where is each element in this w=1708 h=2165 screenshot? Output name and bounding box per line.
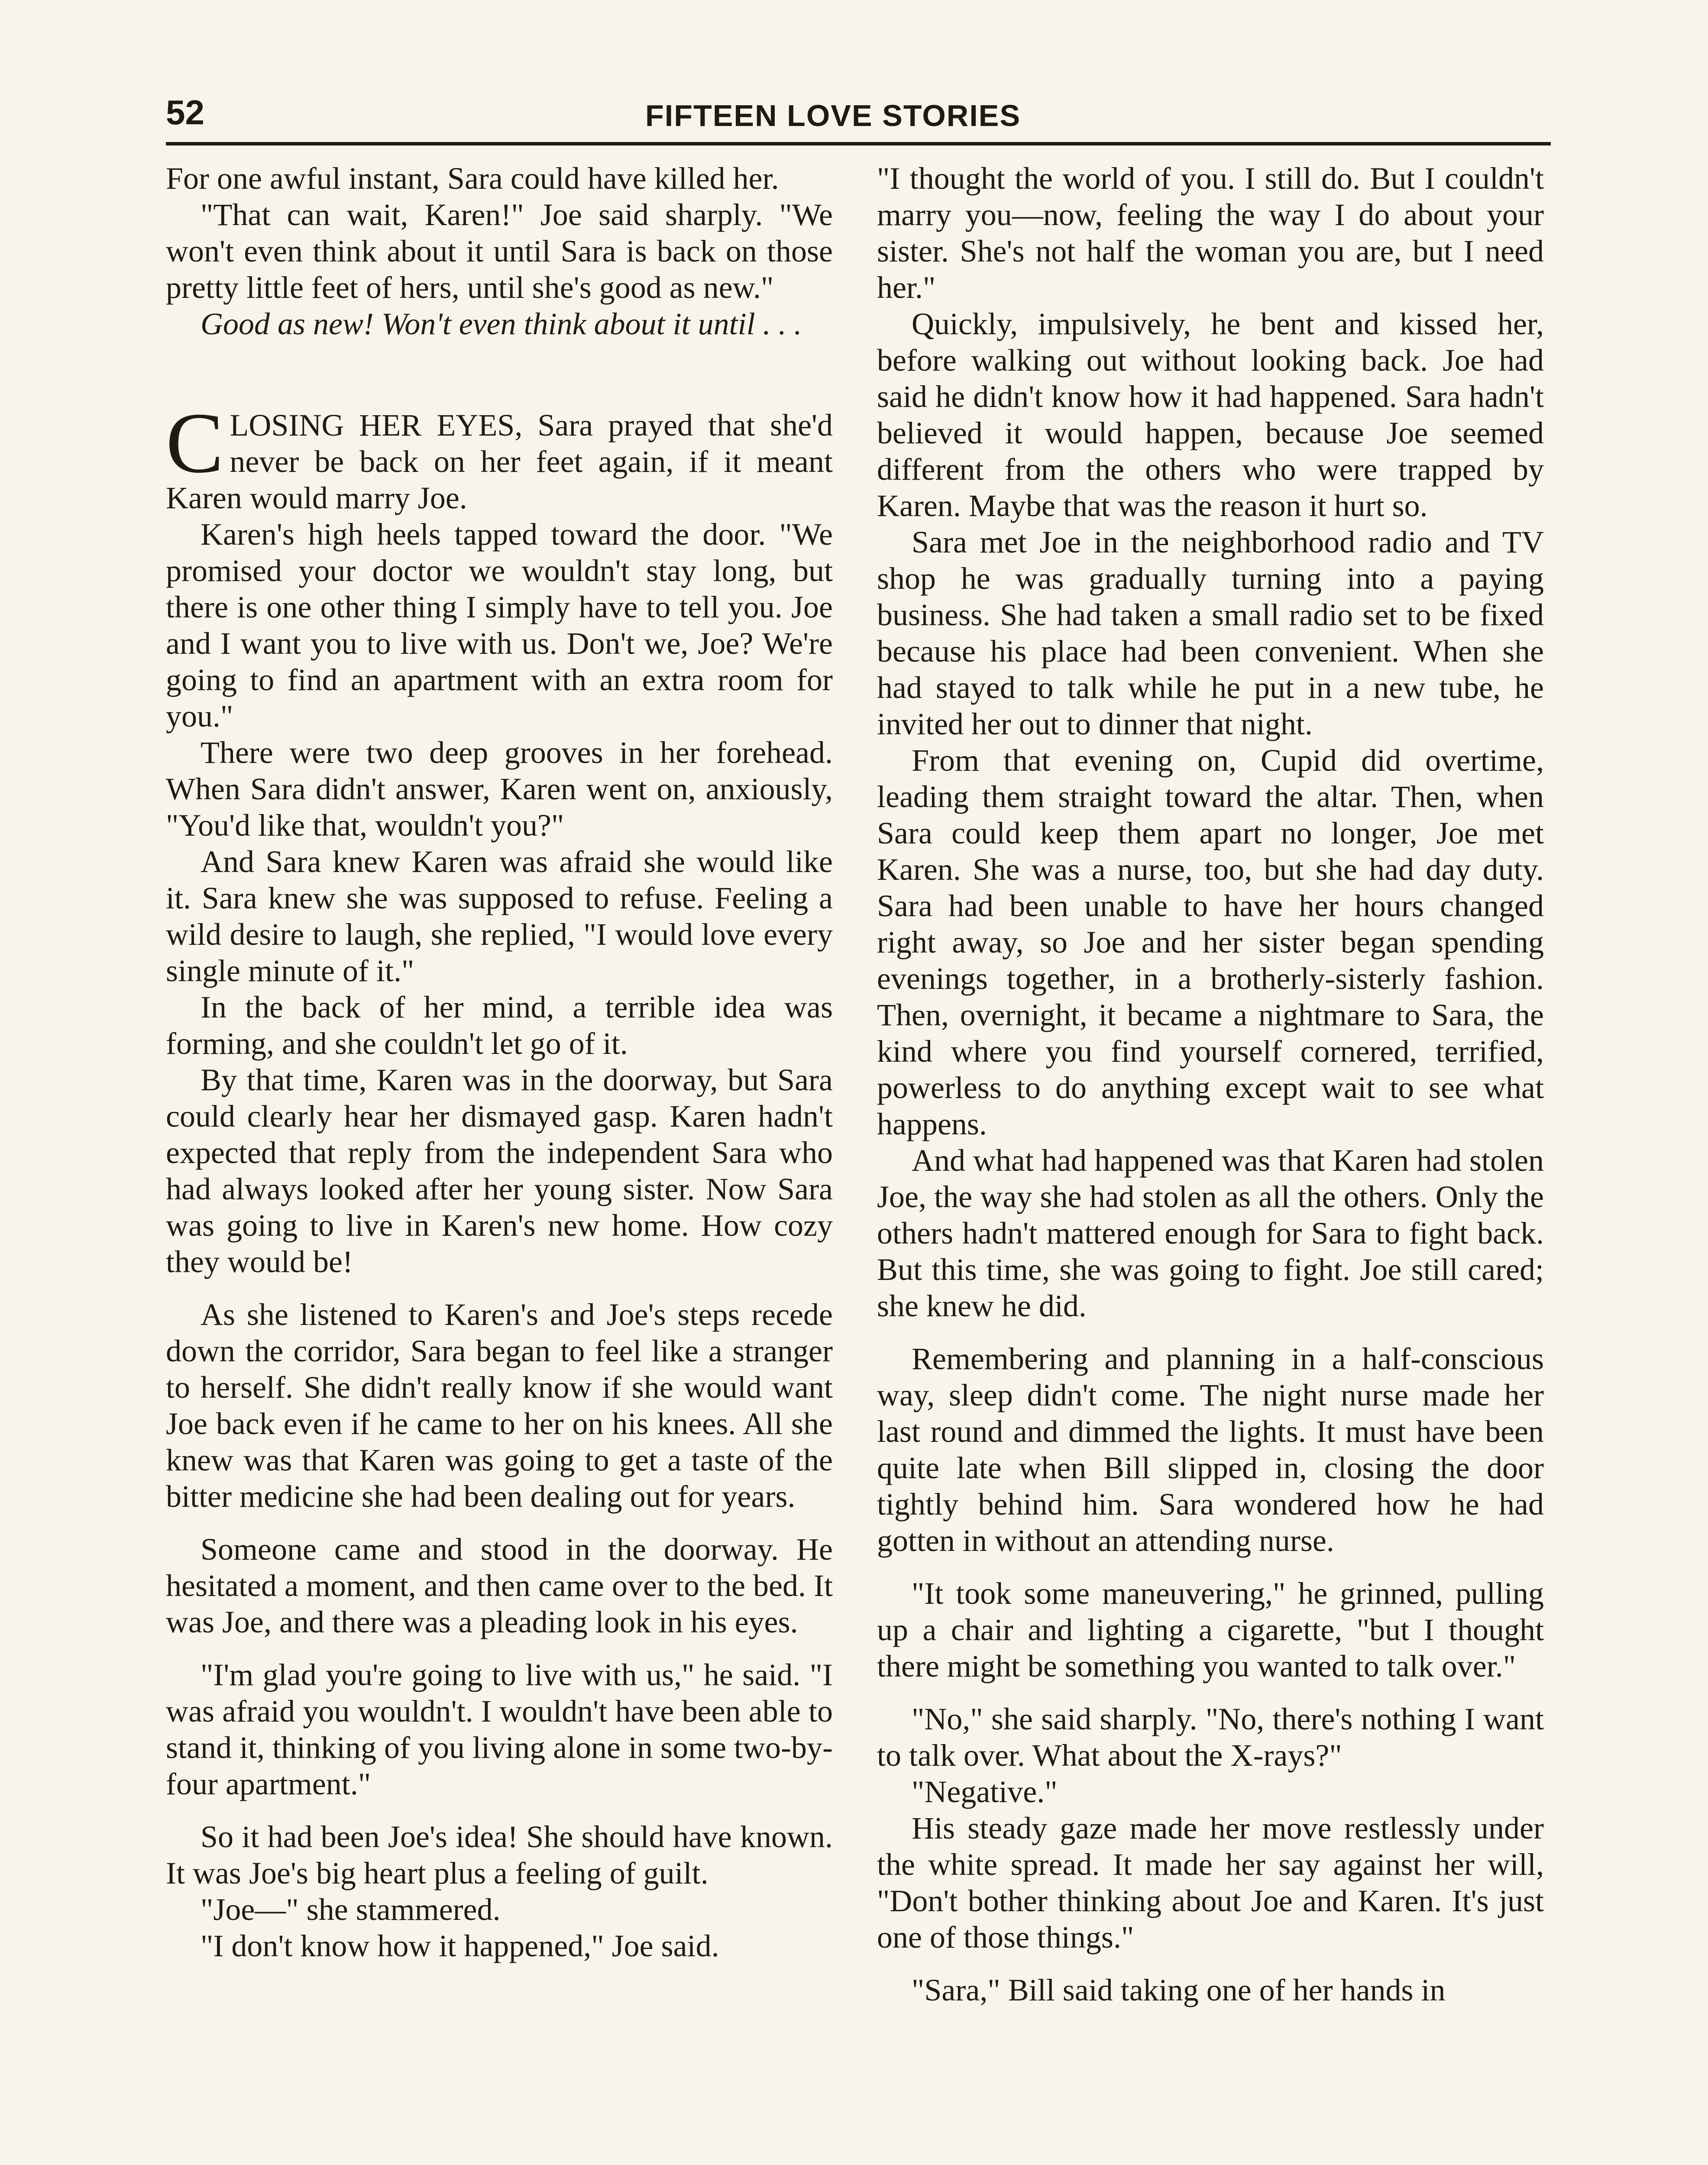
paragraph: "I thought the world of you. I still do. But I couldn't marry you—now, feeling the way I do about your sister. She's not half the woman you are, but I need her." — [877, 161, 1544, 305]
left-column — [166, 160, 833, 1964]
paragraph: His steady gaze made her move restlessly under the white spread. It made her say against her will, "Don't bother thinking about Joe and Karen. It's just one of those things." — [877, 1811, 1544, 1955]
paragraph: From that evening on, Cupid did overtime, leading them straight toward the altar. Then, when Sara could keep them apart no longer, Joe met Karen. She was a nurse, too, but she had day duty. Sara had been unable to have her hours changed right away, so Joe and her sister began spending evenings together, in a brotherly-sisterly fashion. Then, overnight, it became a nightmare to Sara, the kind where you find yourself cornered, terrified, powerless to do anything except wait to see what happens. — [877, 743, 1544, 1141]
paragraph: Someone came and stood in the doorway. He hesitated a moment, and then came over to the bed. It was Joe, and there was a pleading look in his eyes. — [166, 1532, 833, 1639]
paragraph: "That can wait, Karen!" Joe said sharply. "We won't even think about it until Sara is back on those pretty little feet of hers, until she's good as new." — [166, 197, 833, 305]
paragraph: By that time, Karen was in the doorway, but Sara could clearly hear her dismayed gasp. Karen hadn't expected that reply from the independent Sara who had always looked after her young sister. Now Sara was going to live in Karen's new home. How cozy they would be! — [166, 1063, 833, 1279]
paragraph-text: LOSING HER EYES, Sara prayed that she'd never be back on her feet again, if it meant Karen would marry Joe. — [166, 408, 833, 515]
paragraph: And Sara knew Karen was afraid she would like it. Sara knew she was supposed to refuse. Feeling a wild desire to laugh, she replied, "I would love every single minute of it." — [166, 844, 833, 988]
paragraph: Karen's high heels tapped toward the door. "We promised your doctor we wouldn't stay long, but there is one other thing I simply have to tell you. Joe and I want you to live with us. Don't we, Joe? We're going to find an apartment with an extra room for you." — [166, 517, 833, 734]
paragraph: As she listened to Karen's and Joe's steps recede down the corridor, Sara began to feel like a stranger to herself. She didn't really know if she would want Joe back even if he came to her on his knees. All she knew was that Karen was going to get a taste of the bitter medicine she had been dealing out for years. — [166, 1297, 833, 1514]
paragraph: Remembering and planning in a half-conscious way, sleep didn't come. The night nurse made her last round and dimmed the lights. It must have been quite late when Bill slipped in, closing the door tightly behind him. Sara wondered how he had gotten in without an attending nurse. — [877, 1341, 1544, 1558]
paragraph: For one awful instant, Sara could have killed her. — [166, 161, 779, 196]
paragraph: "I'm glad you're going to live with us," he said. "I was afraid you wouldn't. I wouldn't have been able to stand it, thinking of you living alone in some two-by-four apartment." — [166, 1658, 833, 1801]
paragraph: "Joe—" she stammered. — [201, 1892, 501, 1927]
running-title: FIFTEEN LOVE STORIES — [645, 99, 1021, 132]
paragraph: In the back of her mind, a terrible idea was forming, and she couldn't let go of it. — [166, 990, 833, 1061]
paragraph-italic: Good as new! Won't even think about it until . . . — [201, 307, 802, 341]
section-opening-paragraph — [166, 395, 833, 516]
paragraph: "Negative." — [912, 1774, 1058, 1809]
paragraph: "It took some maneuvering," he grinned, pulling up a chair and lighting a cigarette, "but I thought there might be something you wanted to talk over." — [877, 1576, 1544, 1684]
paragraph: "Sara," Bill said taking one of her hands in — [912, 1973, 1446, 2007]
drop-cap: C — [166, 395, 224, 491]
paragraph: So it had been Joe's idea! She should have known. It was Joe's big heart plus a feeling of guilt. — [166, 1819, 833, 1890]
paragraph: Quickly, impulsively, he bent and kissed her, before walking out without looking back. Joe had said he didn't know how it had happened. Sara hadn't believed it would happen, because Joe seemed different from the others who were trapped by Karen. Maybe that was the reason it hurt so. — [877, 307, 1544, 523]
paragraph: Sara met Joe in the neighborhood radio and TV shop he was gradually turning into a paying business. She had taken a small radio set to be fixed because his place had been convenient. When she had stayed to talk while he put in a new tube, he invited her out to dinner that night. — [877, 525, 1544, 741]
page-number: 52 — [166, 93, 204, 132]
paragraph: "No," she said sharply. "No, there's nothing I want to talk over. What about the X-rays?" — [877, 1702, 1544, 1773]
paragraph: And what had happened was that Karen had stolen Joe, the way she had stolen as all the others. Only the others hadn't mattered enough for Sara to fight back. But this time, she was going to fight. Joe still cared; she knew he did. — [877, 1143, 1544, 1323]
paragraph: There were two deep grooves in her forehead. When Sara didn't answer, Karen went on, anxiously, "You'd like that, wouldn't you?" — [166, 735, 833, 843]
right-column — [877, 160, 1544, 2008]
paragraph: "I don't know how it happened," Joe said. — [201, 1929, 719, 1963]
header-rule — [166, 142, 1551, 145]
